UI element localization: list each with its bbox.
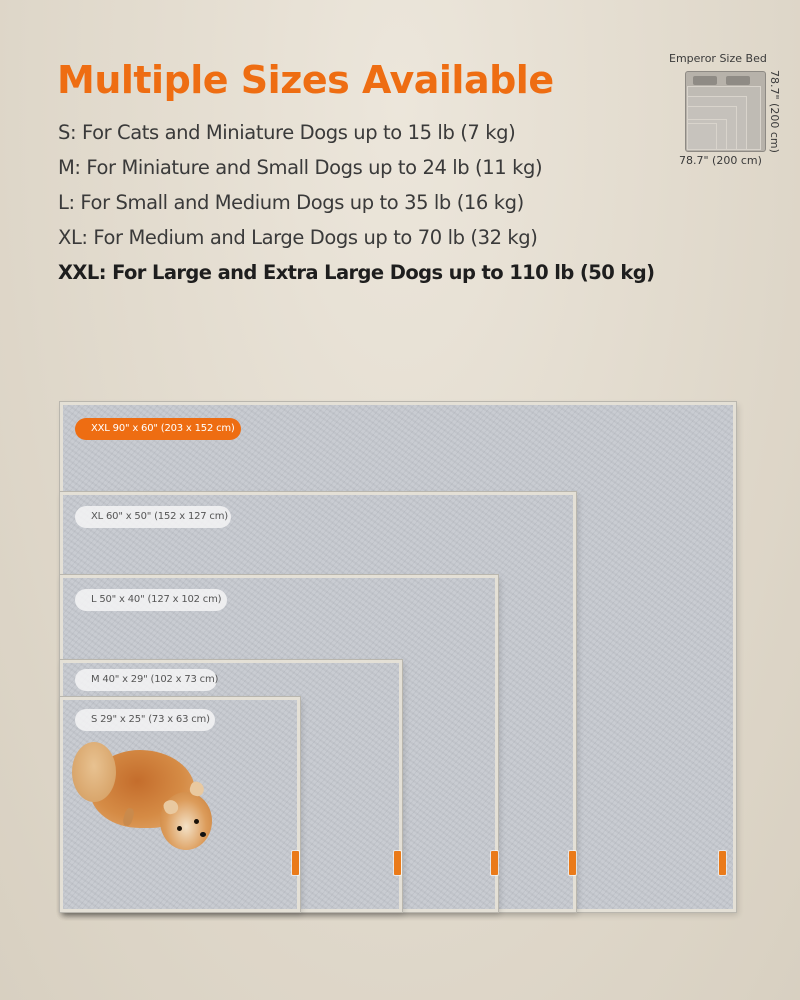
pillow-icon	[726, 76, 750, 85]
size-label-l[interactable]: L 50" x 40" (127 x 102 cm)	[75, 589, 227, 611]
size-label-xxl[interactable]: XXL 90" x 60" (203 x 152 cm)	[75, 418, 241, 440]
emperor-width-label: 78.7" (200 cm)	[679, 154, 762, 167]
size-description-list	[58, 118, 654, 293]
pillow-icon	[693, 76, 717, 85]
brand-tag-icon	[569, 851, 576, 875]
brand-tag-icon	[719, 851, 726, 875]
size-description-s: S: For Cats and Miniature Dogs up to 15 lb (7 kg)	[58, 121, 516, 144]
size-description-l: L: For Small and Medium Dogs up to 35 lb (16 kg)	[58, 191, 524, 214]
page-title: Multiple Sizes Available	[57, 58, 554, 102]
emperor-bed-diagram	[664, 50, 784, 170]
blanket-outline-s	[687, 123, 717, 150]
size-label-xl[interactable]: XL 60" x 50" (152 x 127 cm)	[75, 506, 231, 528]
size-label-s[interactable]: S 29" x 25" (73 x 63 cm)	[75, 709, 215, 731]
size-description-xl: XL: For Medium and Large Dogs up to 70 lb (32 kg)	[58, 226, 538, 249]
brand-tag-icon	[491, 851, 498, 875]
size-description-m: M: For Miniature and Small Dogs up to 24 lb (11 kg)	[58, 156, 543, 179]
size-description-xxl: XXL: For Large and Extra Large Dogs up to 110 lb (50 kg)	[58, 261, 655, 284]
bed-icon	[685, 71, 766, 152]
brand-tag-icon	[394, 851, 401, 875]
size-label-m[interactable]: M 40" x 29" (102 x 73 cm)	[75, 669, 217, 691]
emperor-height-label: 78.7" (200 cm)	[768, 70, 781, 153]
brand-tag-icon	[292, 851, 299, 875]
pomeranian-dog-image	[72, 742, 232, 862]
emperor-bed-label: Emperor Size Bed	[669, 52, 767, 65]
